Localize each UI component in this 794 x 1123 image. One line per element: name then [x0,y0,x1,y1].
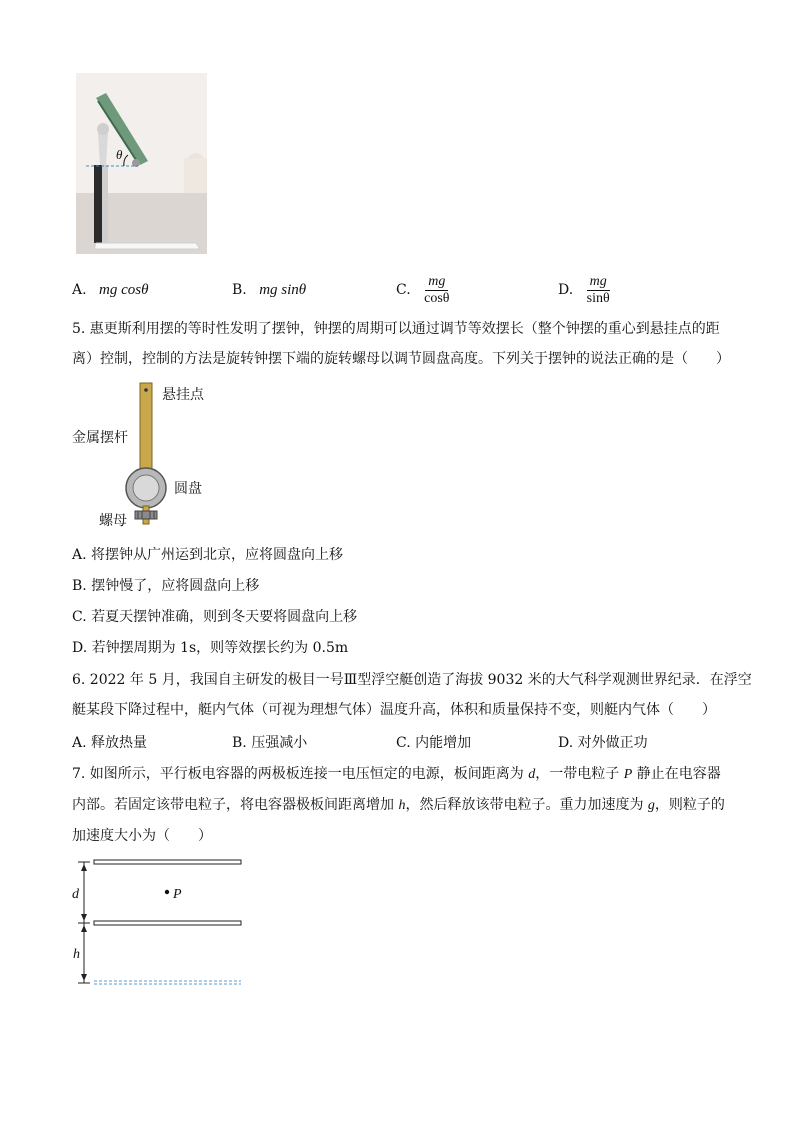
q4-option-d[interactable]: D. $\frac{mg}{\sin\theta}$ [558,272,613,308]
q5-stem-line2: 离）控制，控制的方法是旋转钟摆下端的旋转螺母以调节圆盘高度。下列关于摆钟的说法正确的是（ ） [72,351,730,367]
q7-stem-line1: 7. 如图所示，平行板电容器的两极板连接一电压恒定的电源，板间距离为 d，一带电粒子 P 静止在电容器 [72,766,721,782]
phone-stand-illustration [76,73,207,254]
q7-stem-line3: 加速度大小为（ ） [72,828,212,844]
p-label: P [173,887,182,902]
option-d-fraction: $\frac{mg}{\sin\theta}$ [586,273,610,306]
q6-option-b[interactable]: B. 压强减小 [232,735,308,751]
q6-stem-line1: 6. 2022 年 5 月，我国自主研发的极目一号Ⅲ型浮空艇创造了海拔 9032 米的大气科学观测世界纪录．在浮空 [72,672,752,688]
d-label: d [72,887,79,902]
option-a-math: mg cosθ [99,282,149,298]
q5-option-d[interactable]: D. 若钟摆周期为 1s，则等效摆长约为 0.5m [72,640,349,656]
q6-stem-line2: 艇某段下降过程中，艇内气体（可视为理想气体）温度升高，体积和质量保持不变，则艇内气体（ ） [72,702,716,718]
pendulum-illustration [72,380,242,530]
phone-stand-figure [76,73,207,254]
q4-option-a[interactable]: A. mg cosθ [72,282,149,298]
disc-label: 圆盘 [174,481,202,497]
h-label: h [73,947,80,962]
q6-option-d[interactable]: D. 对外做正功 [558,735,648,751]
option-b-math: mg sinθ [259,282,307,298]
capacitor-illustration [70,855,250,990]
q6-option-c[interactable]: C. 内能增加 [396,735,472,751]
q5-option-b[interactable]: B. 摆钟慢了，应将圆盘向上移 [72,578,260,594]
theta-label: θ [116,147,123,162]
q5-option-a[interactable]: A. 将摆钟从广州运到北京，应将圆盘向上移 [72,547,344,563]
q5-stem-line1: 5. 惠更斯利用摆的等时性发明了摆钟，钟摆的周期可以通过调节等效摆长（整个钟摆的重心到悬挂点的距 [72,321,720,337]
pendulum-figure [72,380,242,530]
q4-option-b[interactable]: B. mg sinθ [232,282,307,298]
capacitor-figure [70,855,250,990]
option-c-fraction: $\frac{mg}{\cos\theta}$ [424,273,450,306]
q7-stem-line2: 内部。若固定该带电粒子，将电容器极板间距离增加 h，然后释放该带电粒子。重力加速度为 g，则粒子的 [72,797,725,813]
q6-option-a[interactable]: A. 释放热量 [72,735,148,751]
q5-option-c[interactable]: C. 若夏天摆钟准确，则到冬天要将圆盘向上移 [72,609,358,625]
q4-option-c[interactable]: C. $\frac{mg}{\cos\theta}$ [396,272,453,308]
rod-label: 金属摆杆 [72,430,128,446]
pivot-label: 悬挂点 [162,387,204,403]
nut-label: 螺母 [99,513,127,529]
